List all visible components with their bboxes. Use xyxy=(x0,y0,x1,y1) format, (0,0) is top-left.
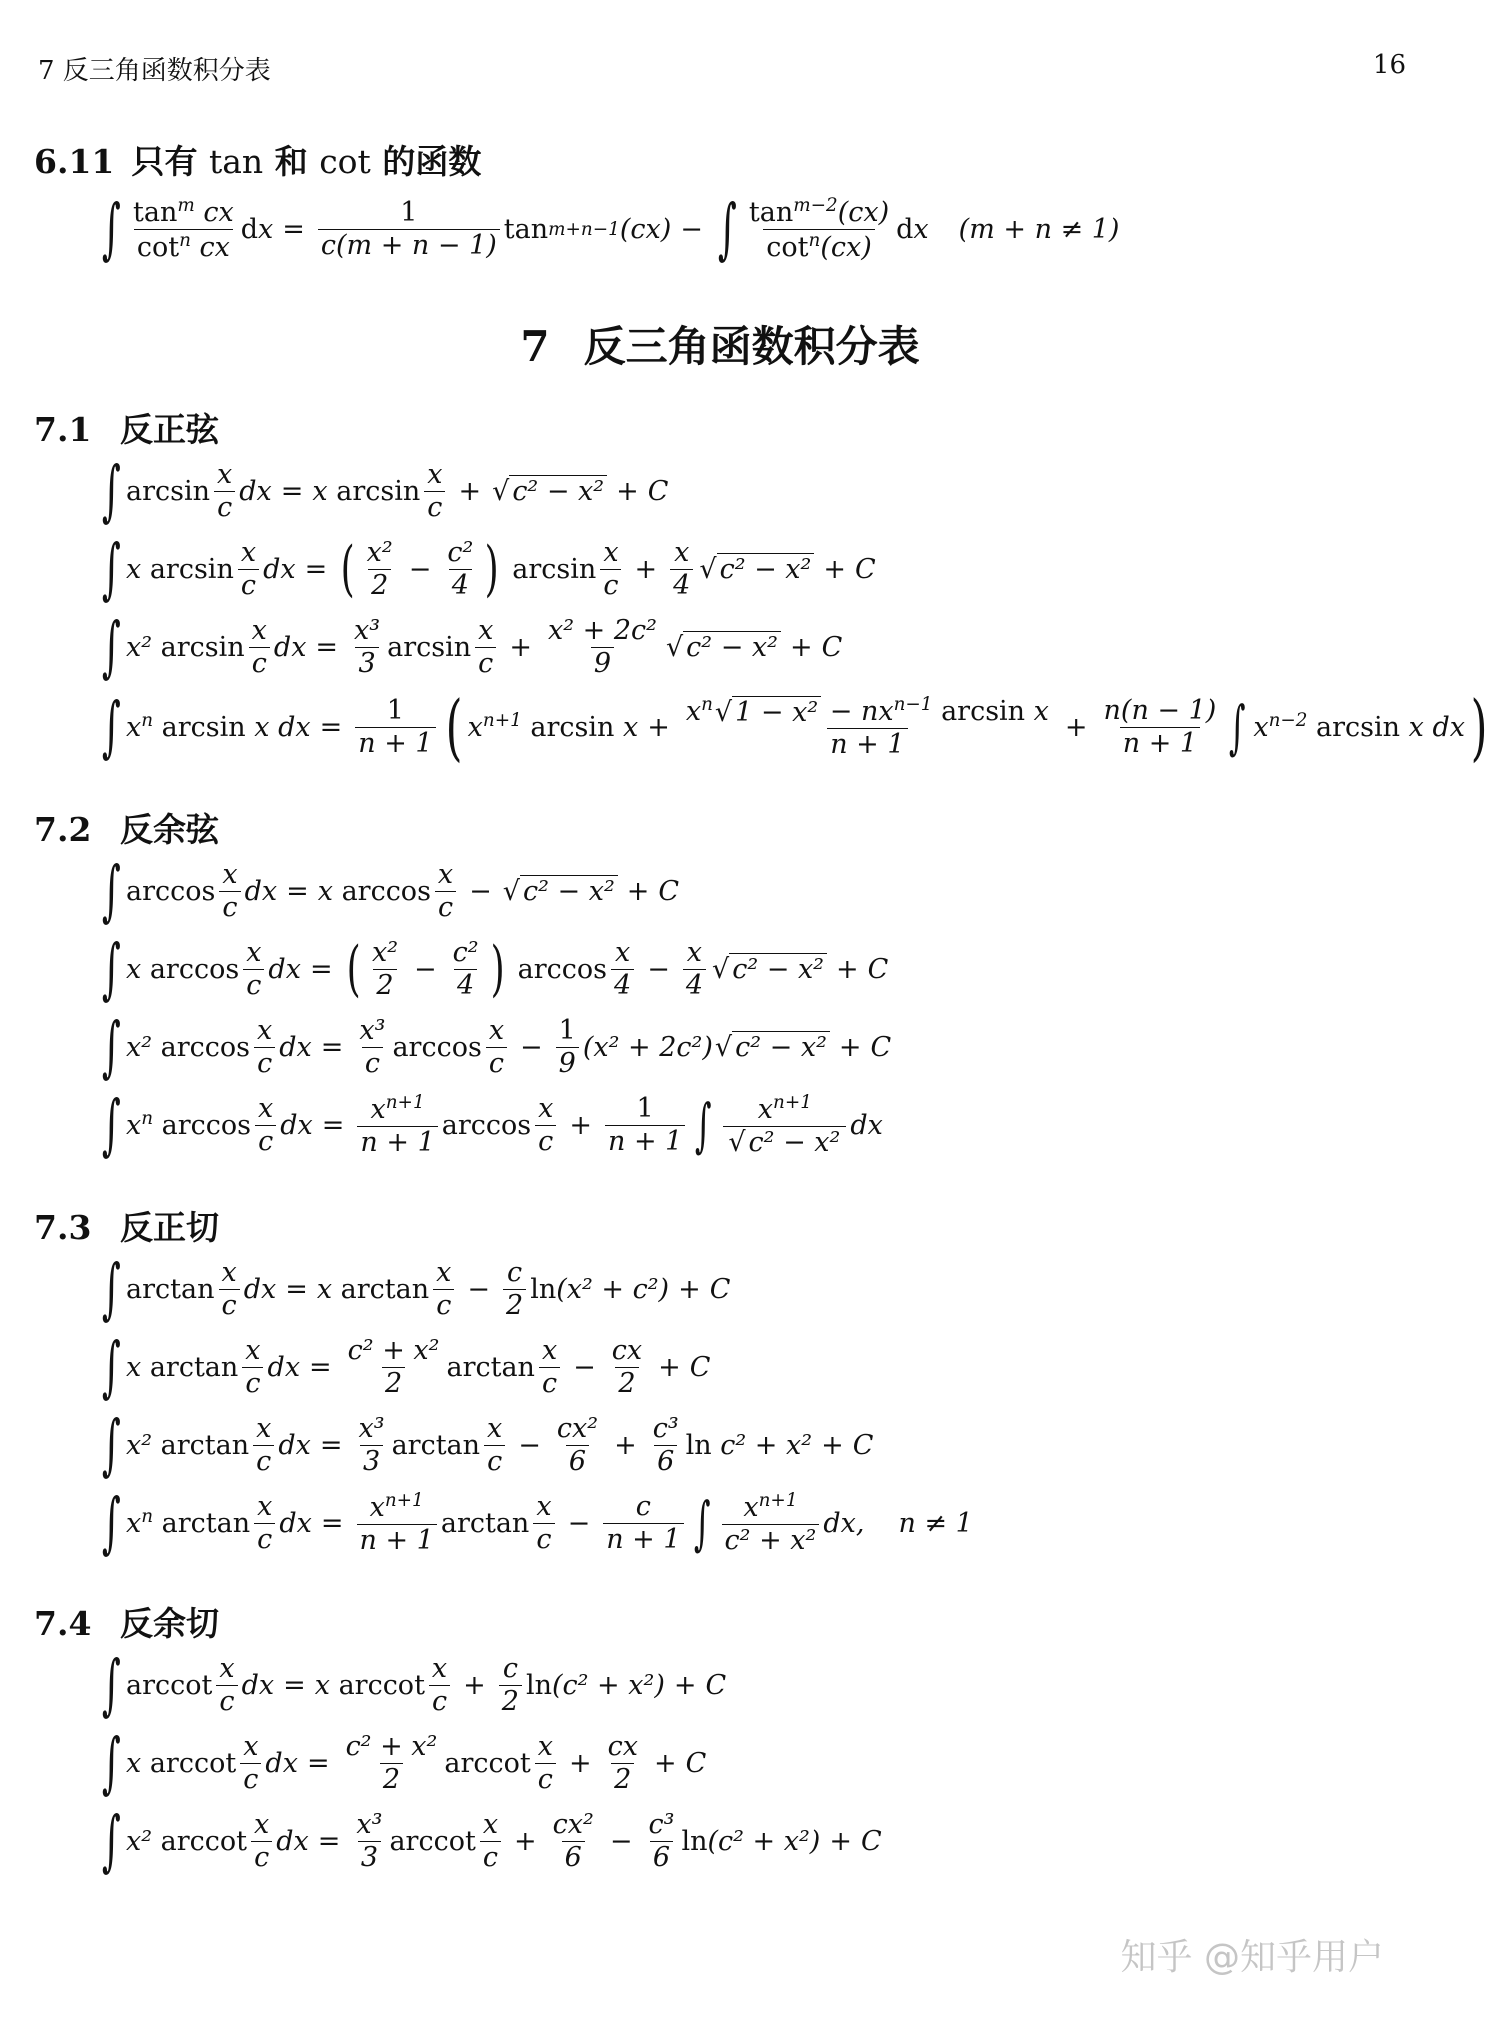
subsection-7-1-heading xyxy=(34,404,219,451)
formula-7-2-3: ∫ x² arccos $\frac{x}{c}$ dx = $\frac{\text{x³}}{c}$ arccos $\frac{x}{c}$ − $\frac{1}{9}$ (x² + 2c²) √ c² − x² + C xyxy=(101,1008,892,1085)
subsection-number: 6.11 xyxy=(34,142,115,181)
section-number: 7 xyxy=(520,322,550,371)
page-number: 16 xyxy=(1372,50,1406,80)
formula-7-3-4: ∫ $x^n$ arctan $\frac{x}{c}$ dx = $\frac{x^{n+1}}{n + 1}$ arctan $\frac{x}{c}$ − $\frac{c}{n + 1}$ ∫ $\frac{x^{n+1}}{\text{c² + x²}}$ dx, n ≠ 1 xyxy=(101,1484,973,1561)
subsection-7-2-heading xyxy=(34,804,219,851)
formula-7-4-3: ∫ x² arccot $\frac{x}{c}$ dx = $\frac{\text{x³}}{3}$ arccot $\frac{x}{c}$ + $\frac{\text{cx²}}{6}$ − $\frac{\text{c³}}{6}$ ln (c² + x²) + C xyxy=(101,1802,882,1879)
formula-6-11: ∫ $\frac{\tan^m cx}{\cot^n cx}$ d x = $\frac{1}{c(m + n - 1)}$ tan m+n−1 (cx) − ∫ $\frac{\tan^{m-2}(cx)}{\cot^n(cx)}$ d x (m + n ≠ 1) xyxy=(101,190,1120,267)
subsection-number: 7.1 xyxy=(34,410,92,449)
formula-7-1-1: ∫ arcsin $\frac{x}{c}$ dx = x arcsin $\frac{x}{c}$ + √ c² − x² + C xyxy=(101,452,669,529)
cot-word: cot xyxy=(319,142,371,181)
subsection-6-11-heading xyxy=(34,136,481,183)
formula-7-1-4: ∫ $x^n$ arcsin x dx = $\frac{1}{n + 1}$ ( $x^{n+1}$ arcsin x + $\frac{x^n√ 1 - x^2 - nx^{n-1} \arcsin x}{n + 1}$ + $\frac{n(n - 1)}{n + 1}$ ∫ $x^{n-2}$ arcsin x dx ) xyxy=(101,685,1488,769)
running-head-left: 7 反三角函数积分表 xyxy=(38,56,271,86)
subsection-title: 反余切 xyxy=(120,1604,219,1643)
formula-7-3-3: ∫ x² arctan $\frac{x}{c}$ dx = $\frac{\text{x³}}{3}$ arctan $\frac{x}{c}$ − $\frac{\text{cx²}}{6}$ + $\frac{\text{c³}}{6}$ ln c² + x² + C xyxy=(101,1406,874,1483)
watermark: 知乎 @知乎用户 xyxy=(1120,1937,1384,1978)
formula-7-3-2: ∫ x arctan $\frac{x}{c}$ dx = $\frac{\text{c² + x²}}{2}$ arctan $\frac{x}{c}$ − $\frac{cx}{2}$ + C xyxy=(101,1328,711,1405)
formula-7-2-2: ∫ x arccos $\frac{x}{c}$ dx = ( $\frac{\text{x²}}{2}$ − $\frac{\text{c²}}{4}$ ) arccos $\frac{x}{4}$ − $\frac{x}{4}$ √ c² − x² + C xyxy=(101,930,889,1007)
formula-7-3-1: ∫ arctan $\frac{x}{c}$ dx = x arctan $\frac{x}{c}$ − $\frac{c}{2}$ ln (x² + c²) + C xyxy=(101,1250,731,1327)
formula-7-4-1: ∫ arccot $\frac{x}{c}$ dx = x arccot $\frac{x}{c}$ + $\frac{c}{2}$ ln (c² + x²) + C xyxy=(101,1646,727,1723)
formula-7-2-4: ∫ $x^n$ arccos $\frac{x}{c}$ dx = $\frac{x^{n+1}}{n + 1}$ arccos $\frac{x}{c}$ + $\frac{1}{n + 1}$ ∫ $\frac{x^{n+1}}{\text{√ c² − x²}}$ dx xyxy=(101,1086,883,1163)
subsection-title: 反余弦 xyxy=(120,810,219,849)
subsection-title-pre: 只有 xyxy=(131,142,198,181)
subsection-title: 反正弦 xyxy=(120,410,219,449)
formula-7-4-2: ∫ x arccot $\frac{x}{c}$ dx = $\frac{\text{c² + x²}}{2}$ arccot $\frac{x}{c}$ + $\frac{cx}{2}$ + C xyxy=(101,1724,707,1801)
formula-7-1-3: ∫ x² arcsin $\frac{x}{c}$ dx = $\frac{\text{x³}}{3}$ arcsin $\frac{x}{c}$ + $\frac{\text{x² + 2c²}}{9}$ √ c² − x² + C xyxy=(101,608,843,685)
subsection-number: 7.4 xyxy=(34,1604,92,1643)
formula-7-1-2: ∫ x arcsin $\frac{x}{c}$ dx = ( $\frac{\text{x²}}{2}$ − $\frac{\text{c²}}{4}$ ) arcsin $\frac{x}{c}$ + $\frac{x}{4}$ √ c² − x² + C xyxy=(101,530,876,607)
subsection-7-4-heading xyxy=(34,1598,219,1645)
and-word: 和 xyxy=(274,142,308,181)
tan-word: tan xyxy=(209,142,264,181)
subsection-title-post: 的函数 xyxy=(382,142,482,181)
section-title-text: 反三角函数积分表 xyxy=(583,322,920,371)
subsection-number: 7.2 xyxy=(34,810,92,849)
formula-7-2-1: ∫ arccos $\frac{x}{c}$ dx = x arccos $\frac{x}{c}$ − √ c² − x² + C xyxy=(101,852,680,929)
subsection-7-3-heading xyxy=(34,1202,219,1249)
section-7-title xyxy=(0,314,1440,374)
subsection-title: 反正切 xyxy=(120,1208,219,1247)
subsection-number: 7.3 xyxy=(34,1208,92,1247)
